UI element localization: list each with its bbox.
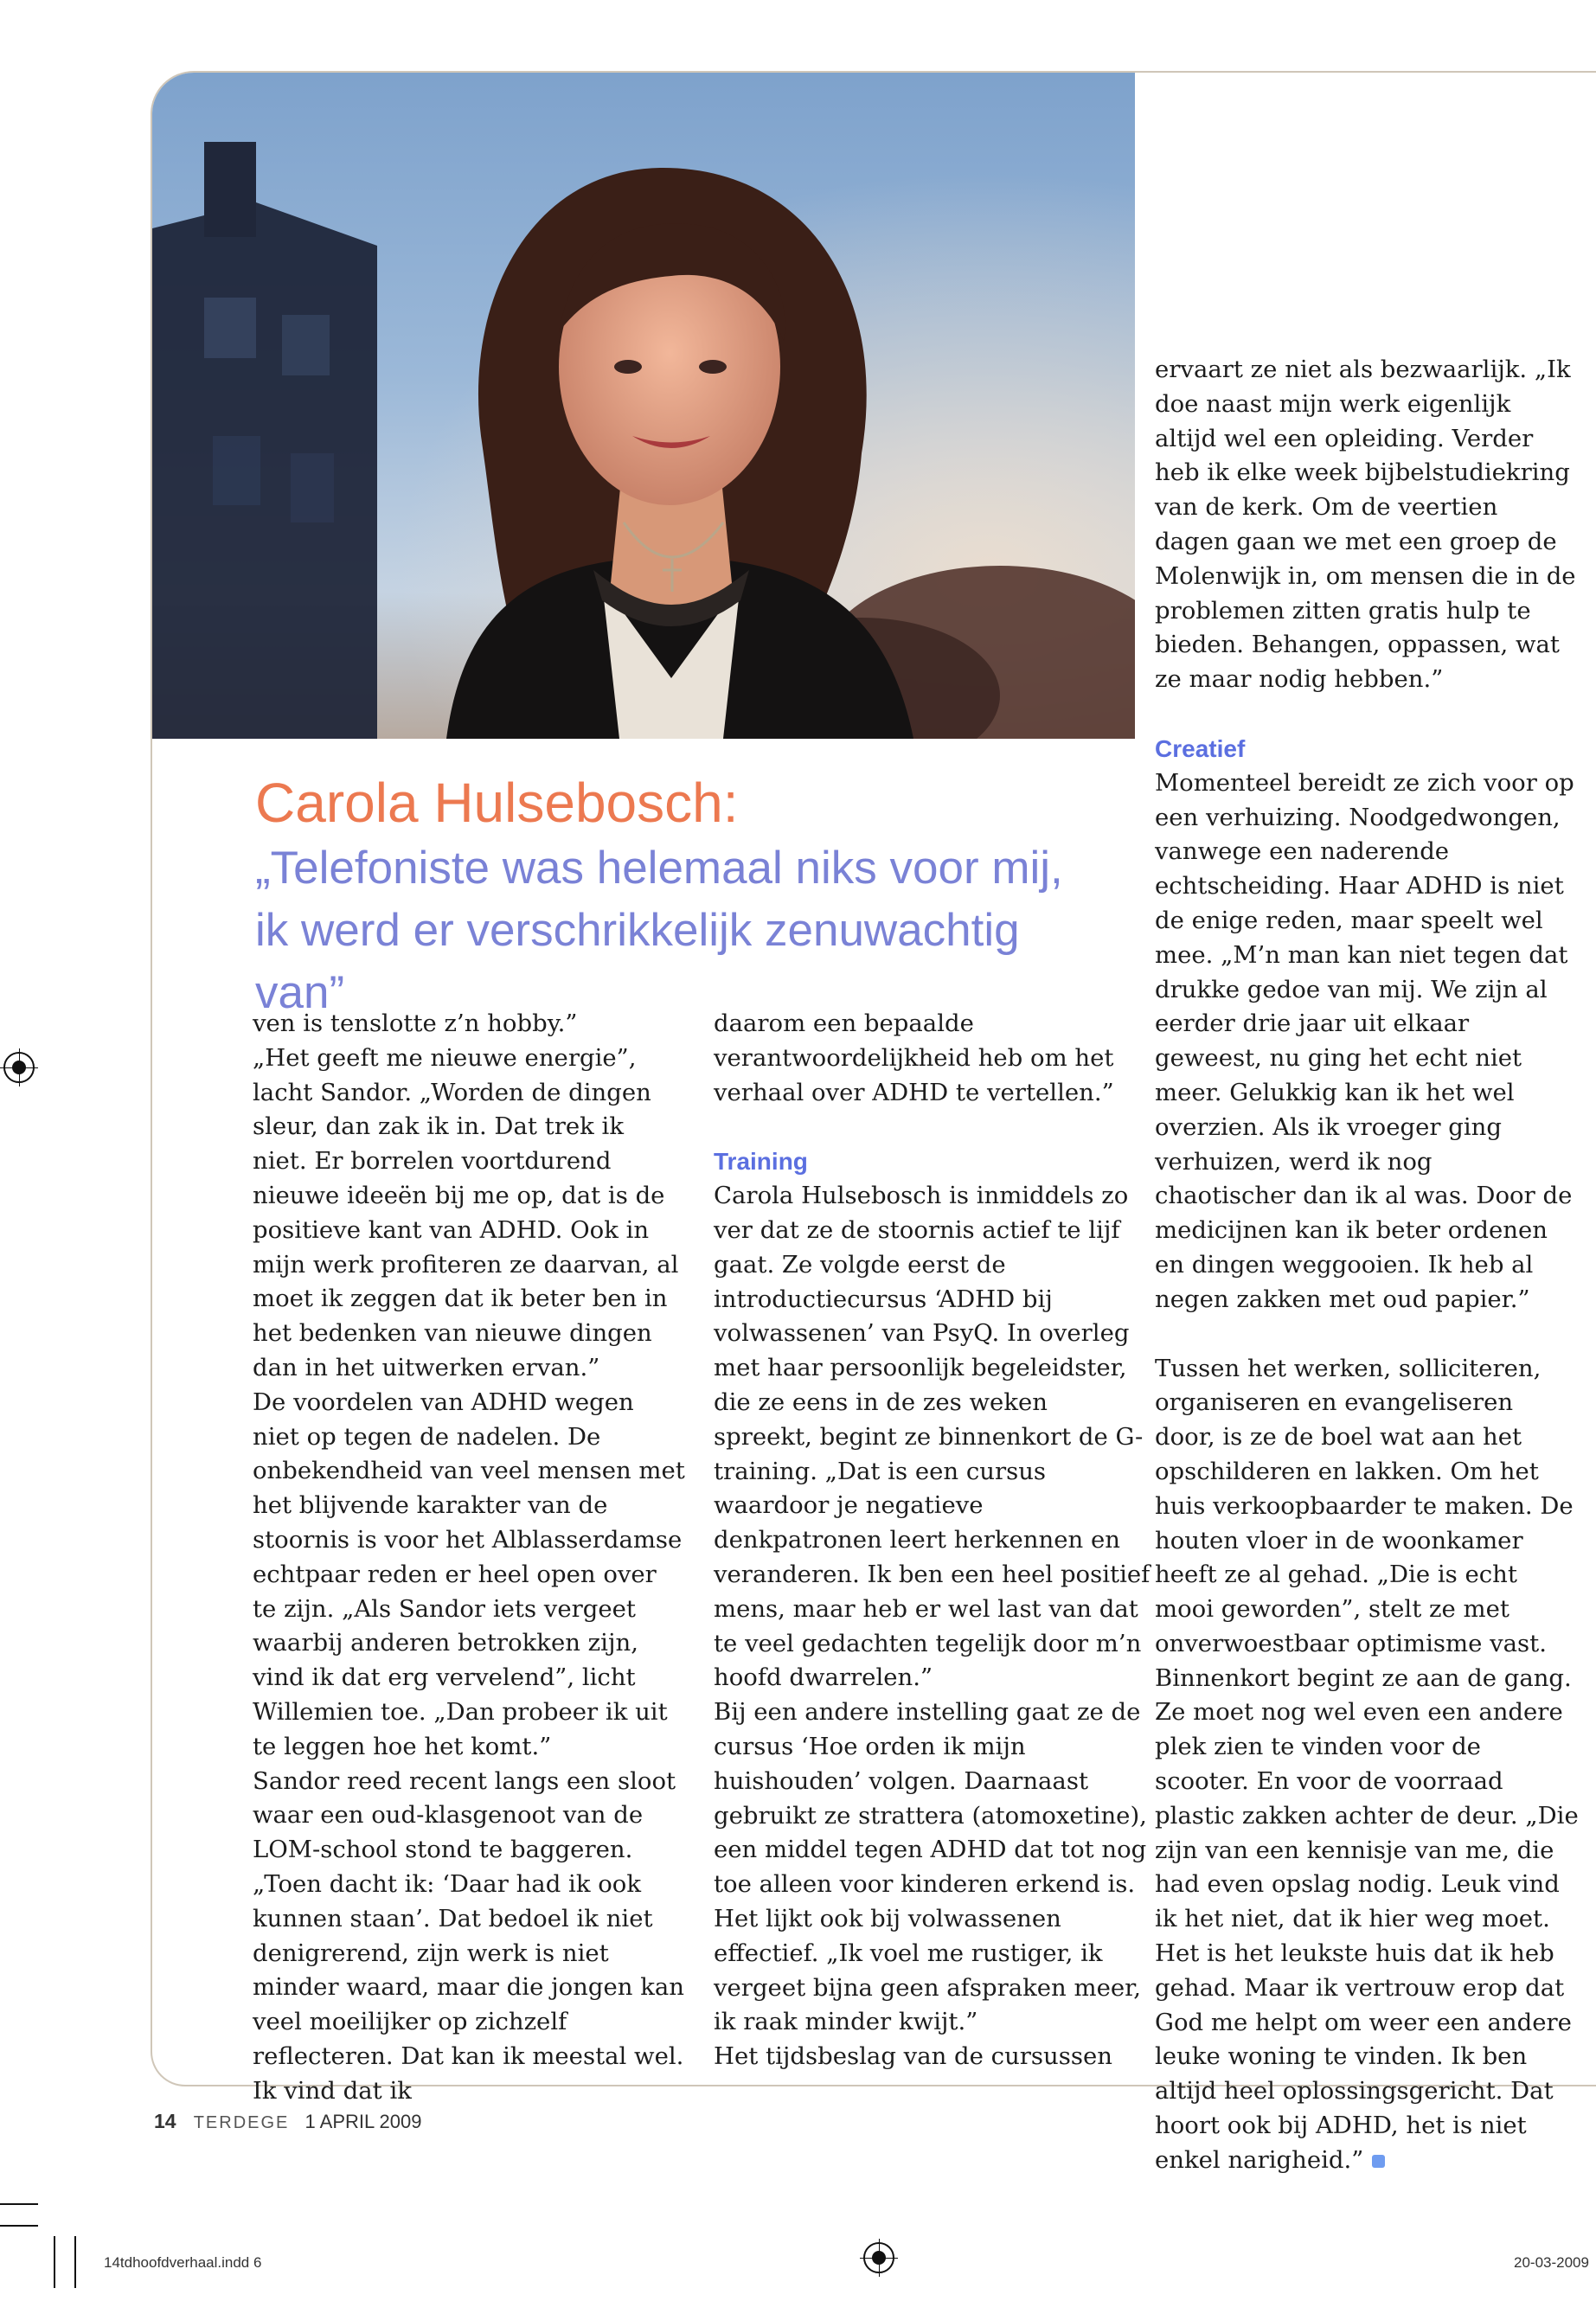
crop-mark — [0, 2203, 38, 2205]
end-of-article-icon — [1372, 2155, 1385, 2168]
paragraph: ervaart ze niet als bezwaarlijk. „Ik doe naast mijn werk eigenlijk altijd wel een opleiding. Verder heb ik elke week bijbelstudiekring van de kerk. Om de veertien dagen gaan we met een groep de Molenwijk in, om mensen die in de problemen zitten gratis hulp te bieden. Behangen, oppassen, wat ze maar nodig hebben.” — [1155, 356, 1576, 694]
paragraph: Carola Hulsebosch is inmiddels zo ver dat ze de stoornis actief te lijf gaat. Ze volgde eerst de introductiecursus ‘ADHD bij volwassenen’ van PsyQ. In overleg met haar persoonlijk begeleidster, die ze eens in de zes weken spreekt, begint ze binnenkort de G-training. „Dat is een cursus waardoor je negatieve denkpatronen leert herkennen en veranderen. Ik ben een heel positief mens, maar heb er wel last van dat te veel gedachten tegelijk door m’n hoofd dwarrelen.” — [714, 1182, 1151, 1692]
subheading-creatief: Creatief — [1155, 734, 1246, 762]
page-number: 14 — [154, 2110, 176, 2132]
headline-quote-line-1: „Telefoniste was helemaal niks voor mij, — [255, 843, 1063, 894]
headline-quote-line-2: ik werd er verschrikkelijk zenuwachtig van” — [255, 905, 1020, 1018]
closing-paragraph-text: Tussen het werken, solliciteren, organiseren en evangeliseren door, is ze de boel wat aan het opschilderen en lakken. Om het huis verkoopbaarder te maken. De houten vloer in de woonkamer heeft ze al gehad. „Die is echt mooi geworden”, stelt ze met onverwoestbaar optimisme vast. Binnenkort begint ze aan de gang. Ze moet nog wel even een andere plek zien te vinden voor de scooter. En voor de voorraad plastic zakken achter de deur. „Die zijn van een kennisje van me, die had even opslag nodig. Leuk vind ik het niet, dat ik hier weg moet. Het is het leukste huis dat ik heb gehad. Maar ik vertrouw erop dat God me helpt om weer een andere leuke woning te vinden. Ik ben altijd heel oplossingsgericht. Dat hoort ook bij ADHD, het is niet enkel narigheid.” — [1155, 1354, 1579, 2174]
crop-mark — [74, 2236, 76, 2288]
crop-mark — [54, 2236, 55, 2288]
slug-date: 20-03-2009 — [1514, 2254, 1589, 2271]
text-column-3 — [1155, 353, 1579, 2178]
paragraph: daarom een bepaalde verantwoordelijkheid heb om het verhaal over ADHD te vertellen.” — [714, 1009, 1114, 1106]
slug-filename: 14tdhoofdverhaal.indd 6 — [104, 2254, 262, 2271]
issue-date: 1 APRIL 2009 — [304, 2111, 422, 2132]
person-name: Carola Hulsebosch: — [255, 772, 739, 834]
magazine-name: TERDEGE — [193, 2113, 290, 2132]
text-column-1 — [253, 1007, 685, 2109]
page-footer — [154, 2110, 422, 2133]
portrait-photo — [152, 73, 1135, 739]
text-column-2 — [714, 1007, 1151, 2074]
crop-mark — [0, 2225, 38, 2227]
registration-mark-icon — [863, 2242, 894, 2273]
subheading-training: Training — [714, 1148, 808, 1176]
paragraph: Momenteel bereidt ze zich voor op een verhuizing. Noodgedwongen, vanwege een naderende echtscheiding. Haar ADHD is niet de enige reden, maar speelt wel mee. „M’n man kan niet tegen dat drukke gedoe van mij. We zijn al eerder drie jaar uit elkaar geweest, nu ging het echt niet meer. Gelukkig kan ik het wel overzien. Als ik vroeger ging verhuizen, werd ik nog chaotischer dan ik al was. Door de medicijnen kan ik beter ordenen en dingen weggooien. Ik heb al negen zakken met oud papier.” — [1155, 768, 1574, 1313]
paragraph — [1155, 1352, 1579, 2178]
paragraph: Bij een andere instelling gaat ze de cursus ‘Hoe orden ik mijn huishouden’ volgen. Daarnaast gebruikt ze strattera (atomoxetine), een middel tegen ADHD dat tot nog toe alleen voor kinderen erkend is. Het lijkt ook bij volwassenen effectief. „Ik voel me rustiger, ik vergeet bijna geen afspraken meer, ik raak minder kwijt.” — [714, 1698, 1147, 2036]
paragraph: Sandor reed recent langs een sloot waar een oud-klasgenoot van de LOM-school stond te baggeren. „Toen dacht ik: ‘Daar had ik ook kunnen staan’. Dat bedoel ik niet denigrerend, zijn werk is niet minder waard, maar die jongen kan veel moeilijker op zichzelf reflecteren. Dat kan ik meestal wel. Ik vind dat ik — [253, 1766, 684, 2105]
article-headline — [255, 768, 1120, 1024]
paragraph: Het tijdsbeslag van de cursussen — [714, 2042, 1112, 2071]
paragraph: ven is tenslotte z’n hobby.” — [253, 1009, 578, 1037]
paragraph: „Het geeft me nieuwe energie”, lacht Sandor. „Worden de dingen sleur, dan zak ik in. Dat trek ik niet. Er borrelen voortdurend nieuwe ideeën bij me op, dat is de positieve kant van ADHD. Ook in mijn werk profiteren ze daarvan, al moet ik zeggen dat ik beter ben in het bedenken van nieuwe dingen dan in het uitwerken ervan.” — [253, 1043, 679, 1381]
paragraph: De voordelen van ADHD wegen niet op tegen de nadelen. De onbekendheid van veel mensen met het blijvende karakter van de stoornis is voor het Alblasserdamse echtpaar reden er heel open over te zijn. „Als Sandor iets vergeet waarbij anderen betrokken zijn, vind ik dat erg vervelend”, licht Willemien toe. „Dan probeer ik uit te leggen hoe het komt.” — [253, 1388, 685, 1760]
registration-mark-icon — [3, 1052, 35, 1083]
